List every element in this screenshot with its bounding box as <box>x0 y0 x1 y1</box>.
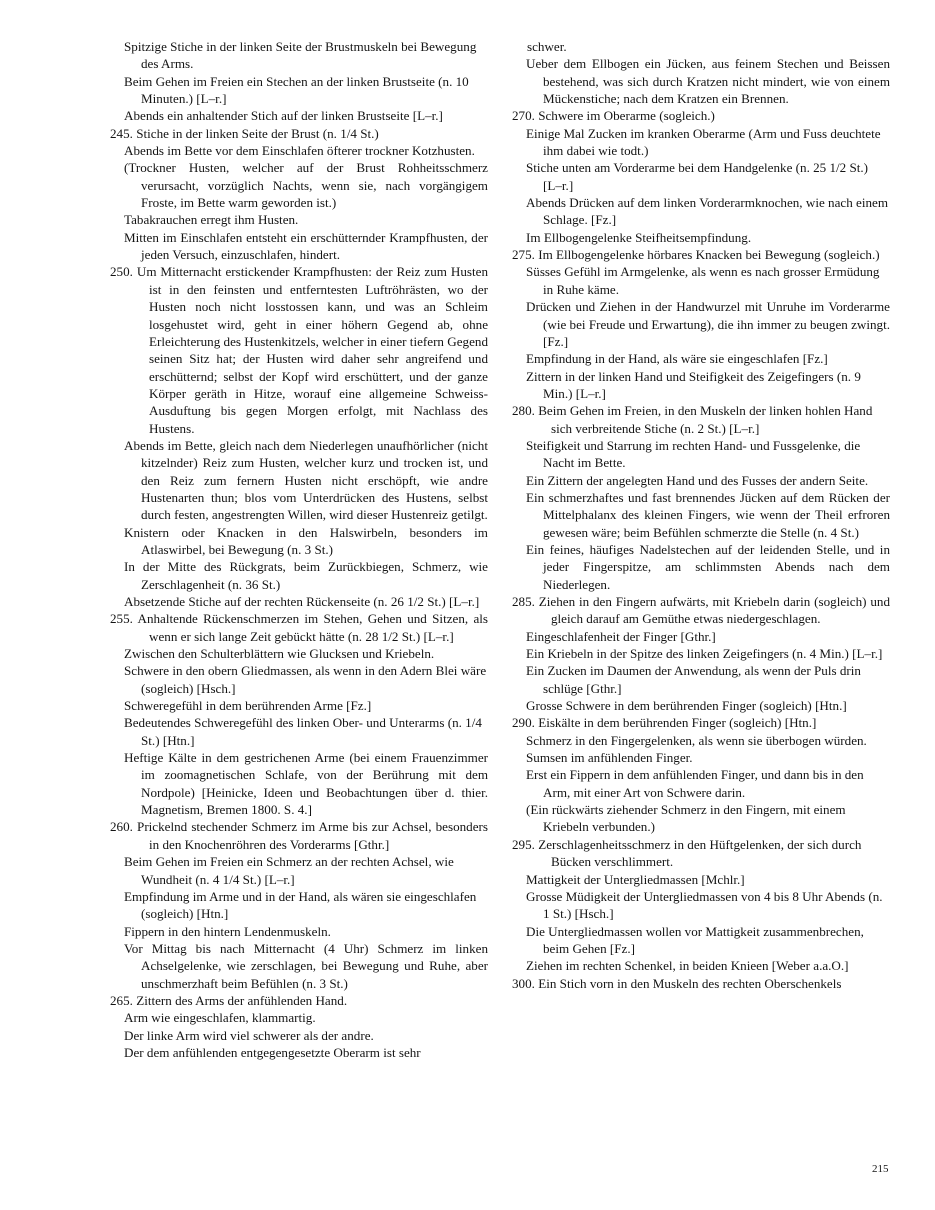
entry: Süsses Gefühl im Armgelenke, als wenn es nach grosser Ermüdung in Ruhe käme. <box>526 264 880 297</box>
entry: Drücken und Ziehen in der Handwurzel mit Unruhe im Vorderarme (wie bei Freude und Erwartung), die ihn immer zu beugen zwingt. [Fz.] <box>526 299 890 349</box>
entry: Bedeutendes Schweregefühl des linken Ober- und Unterarms (n. 1/4 St.) [Htn.] <box>124 715 482 748</box>
entry: Vor Mittag bis nach Mitternacht (4 Uhr) Schmerz im linken Achselgelenke, wie zerschlagen, bei Bewegung und Ruhe, aber unschmerzhaft beim Befühlen (n. 3 St.) <box>124 940 488 991</box>
numbered-entry <box>110 818 488 853</box>
entry: Grosse Müdigkeit der Untergliedmassen von 4 bis 8 Uhr Abends (n. 1 St.) [Hsch.] <box>526 888 883 922</box>
right-column <box>512 38 890 992</box>
entry-text: Zittern des Arms der anfühlenden Hand. <box>136 992 348 1008</box>
entry: Ein schmerzhaftes und fast brennendes Jücken auf dem Rücken der Mittelphalanx des kleinen Fingers, wie wenn der Theil erfroren gewesen wäre; beim Befühlen schmerzte die Stelle (n. 4 St.) <box>526 489 890 540</box>
entry-text: Ein Stich vorn in den Muskeln des rechten Oberschenkels <box>538 975 842 991</box>
entry-number: 275. <box>512 247 535 263</box>
entry-number: 270. <box>512 108 535 124</box>
entry: Knistern oder Knacken in den Halswirbeln, besonders im Atlaswirbel, bei Bewegung (n. 3 St.) <box>124 524 488 557</box>
entry-number: 280. <box>512 403 535 419</box>
entry: Empfindung in der Hand, als wäre sie eingeschlafen [Fz.] <box>526 351 828 367</box>
entry: (Trockner Husten, welcher auf der Brust Rohheitsschmerz verursacht, vorzüglich Nachts, wenn sie, nach vorgängigem Froste, im Bette warm geworden ist.) <box>124 160 488 211</box>
entry: Schmerz in den Fingergelenken, als wenn sie überbogen würden. <box>526 732 867 748</box>
numbered-entry <box>110 610 488 645</box>
entry-text: Beim Gehen im Freien, in den Muskeln der linken hohlen Hand sich verbreitende Stiche (n. 2 St.) [L–r.] <box>538 403 873 436</box>
entry: Ueber dem Ellbogen ein Jücken, aus feinem Stechen und Beissen bestehend, was sich durch Kratzen nicht mindert, wie von einem Mückenstiche; nach dem Kratzen ein Brennen. <box>526 56 890 107</box>
entry: Abends Drücken auf dem linken Vorderarmknochen, wie nach einem Schlage. [Fz.] <box>526 195 889 228</box>
entry: Einige Mal Zucken im kranken Oberarme (Arm und Fuss deuchtete ihm dabei wie todt.) <box>526 125 881 159</box>
entry: Schwere in den obern Gliedmassen, als wenn in den Adern Blei wäre (sogleich) [Hsch.] <box>124 663 487 696</box>
entry-text: Eiskälte in dem berührenden Finger (sogleich) [Htn.] <box>538 715 817 731</box>
entry: Ein Zucken im Daumen der Anwendung, als wenn der Puls drin schlüge [Gthr.] <box>526 663 861 696</box>
entry: Im Ellbogengelenke Steifheitsempfindung. <box>526 229 752 245</box>
entry: Empfindung im Arme und in der Hand, als wären sie eingeschlafen (sogleich) [Htn.] <box>124 888 477 922</box>
numbered-entry <box>110 263 488 436</box>
entry: Mitten im Einschlafen entsteht ein erschütternder Krampfhusten, der jeden Versuch, einzuschlafen, hindert. <box>124 229 488 263</box>
entry: In der Mitte des Rückgrats, beim Zurückbiegen, Schmerz, wie Zerschlagenheit (n. 36 St.) <box>124 559 488 592</box>
entry-number: 250. <box>110 264 133 280</box>
entry-text: Um Mitternacht erstickender Krampfhusten: der Reiz zum Husten ist in den feinsten und entferntesten Luftröhrästen, wo der Husten noch nicht losstossen kann, und was an Schleim losgehustet wird, geht in einer höhern Gegend ab, ohne Erleichterung des Hustenkitzels, welcher in einer tiefern Gegend seinen Sitz hat; der Husten wird daher sehr angreifend und erschütternd; selbst der Kopf wird erschüttert, und der ganze Körper geräth in Hitze, worauf eine allgemeine Schweiss-Ausduftung bis gegen Morgen erfolgt, mit Nachlass des Hustens. <box>136 264 488 436</box>
entry-text: Prickelnd stechender Schmerz im Arme bis zur Achsel, besonders in den Knochenröhren des Vorderarms [Gthr.] <box>137 819 488 852</box>
entry-text: Zerschlagenheitsschmerz in den Hüftgelenken, der sich durch Bücken verschlimmert. <box>538 836 862 870</box>
entry: Arm wie eingeschlafen, klammartig. <box>124 1010 316 1026</box>
numbered-entry <box>512 402 890 437</box>
entry: Der dem anfühlenden entgegengesetzte Oberarm ist sehr <box>124 1044 421 1060</box>
entry: Grosse Schwere in dem berührenden Finger (sogleich) [Htn.] <box>526 698 847 714</box>
entry: Eingeschlafenheit der Finger [Gthr.] <box>526 628 716 644</box>
entry: Tabakrauchen erregt ihm Husten. <box>124 212 299 228</box>
entry: Ein Kriebeln in der Spitze des linken Zeigefingers (n. 4 Min.) [L–r.] <box>526 646 883 662</box>
numbered-entry <box>512 246 890 263</box>
numbered-entry <box>512 836 890 871</box>
page-number: 215 <box>872 1163 889 1175</box>
entry: Mattigkeit der Untergliedmassen [Mchlr.] <box>526 871 745 887</box>
entry: Schweregefühl in dem berührenden Arme [Fz.] <box>124 698 372 714</box>
entry-text: Im Ellbogengelenke hörbares Knacken bei Bewegung (sogleich.) <box>538 247 880 263</box>
entry: Ein feines, häufiges Nadelstechen auf der leidenden Stelle, und in jeder Fingerspitze, am schlimmsten Abends nach dem Niederlegen. <box>526 541 890 592</box>
entry: Beim Gehen im Freien ein Schmerz an der rechten Achsel, wie Wundheit (n. 4 1/4 St.) [L–r.] <box>124 854 454 887</box>
entry: Zwischen den Schulterblättern wie Glucksen und Kriebeln. <box>124 646 435 662</box>
entry: Abends im Bette, gleich nach dem Niederlegen unaufhörlicher (nicht kitzelnder) Reiz zum Husten, welcher kurz und trocken ist, und den Reiz zum fernern Husten nicht erschöpft, wie andre Hustenarten thun; blos vom Unterdrücken des Hustens, selbst durch festen, angestrengten Willen, wird dieser Hustenreiz getilgt. <box>124 437 488 523</box>
entry-number: 265. <box>110 992 133 1008</box>
entry-number: 255. <box>110 611 133 627</box>
entry: Stiche unten am Vorderarme bei dem Handgelenke (n. 25 1/2 St.) [L–r.] <box>526 160 869 193</box>
entry: Erst ein Fippern in dem anfühlenden Finger, und dann bis in den Arm, mit einer Art von Schwere darin. <box>526 767 864 800</box>
entry: Heftige Kälte in dem gestrichenen Arme (bei einem Frauenzimmer im zoomagnetischen Schlafe, von der Berührung mit dem Nordpole) [Heinicke, Ideen und Beobachtungen über d. thier. Magnetism, Bremen 1800. S. 4.] <box>124 750 488 818</box>
left-column <box>110 38 488 1061</box>
entry-text: Anhaltende Rückenschmerzen im Stehen, Gehen und Sitzen, als wenn er sich lange Zeit gebückt hätte (n. 28 1/2 St.) [L–r.] <box>137 611 488 644</box>
entry: Abends im Bette vor dem Einschlafen öfterer trockner Kotzhusten. <box>124 143 475 159</box>
entry: Steifigkeit und Starrung im rechten Hand- und Fussgelenke, die Nacht im Bette. <box>526 437 861 471</box>
entry: Ziehen im rechten Schenkel, in beiden Knieen [Weber a.a.O.] <box>526 958 849 974</box>
entry: Der linke Arm wird viel schwerer als der andre. <box>124 1027 374 1043</box>
entry: Zittern in der linken Hand und Steifigkeit des Zeigefingers (n. 9 Min.) [L–r.] <box>526 368 861 401</box>
numbered-entry <box>110 992 488 1009</box>
numbered-entry <box>512 714 890 731</box>
entry-number: 300. <box>512 975 535 991</box>
numbered-entry <box>512 107 890 124</box>
numbered-entry <box>512 593 890 628</box>
entry: Abends ein anhaltender Stich auf der linken Brustseite [L–r.] <box>124 108 443 124</box>
entry-continuation: schwer. <box>527 39 567 54</box>
entry-number: 295. <box>512 836 535 852</box>
entry: (Ein rückwärts ziehender Schmerz in den Fingern, mit einem Kriebeln verbunden.) <box>526 802 846 835</box>
entry-number: 285. <box>512 594 535 609</box>
entry: Ein Zittern der angelegten Hand und des Fusses der andern Seite. <box>526 472 869 488</box>
numbered-entry <box>110 125 488 142</box>
entry-text: Ziehen in den Fingern aufwärts, mit Kriebeln darin (sogleich) und gleich darauf am Gemüthe etwas niedergeschlagen. <box>538 594 890 627</box>
numbered-entry <box>512 975 890 992</box>
entry-number: 290. <box>512 715 535 731</box>
entry-text: Schwere im Oberarme (sogleich.) <box>538 108 715 124</box>
entry-text: Stiche in der linken Seite der Brust (n. 1/4 St.) <box>136 125 379 141</box>
entry-number: 245. <box>110 125 133 141</box>
entry: Sumsen im anfühlenden Finger. <box>526 750 693 766</box>
entry-number: 260. <box>110 819 133 835</box>
entry: Spitzige Stiche in der linken Seite der Brustmuskeln bei Bewegung des Arms. <box>124 39 477 72</box>
entry: Absetzende Stiche auf der rechten Rückenseite (n. 26 1/2 St.) [L–r.] <box>124 594 480 609</box>
entry: Die Untergliedmassen wollen vor Mattigkeit zusammenbrechen, beim Gehen [Fz.] <box>526 923 864 956</box>
entry: Beim Gehen im Freien ein Stechen an der linken Brustseite (n. 10 Minuten.) [L–r.] <box>124 73 469 107</box>
entry: Fippern in den hintern Lendenmuskeln. <box>124 923 331 939</box>
